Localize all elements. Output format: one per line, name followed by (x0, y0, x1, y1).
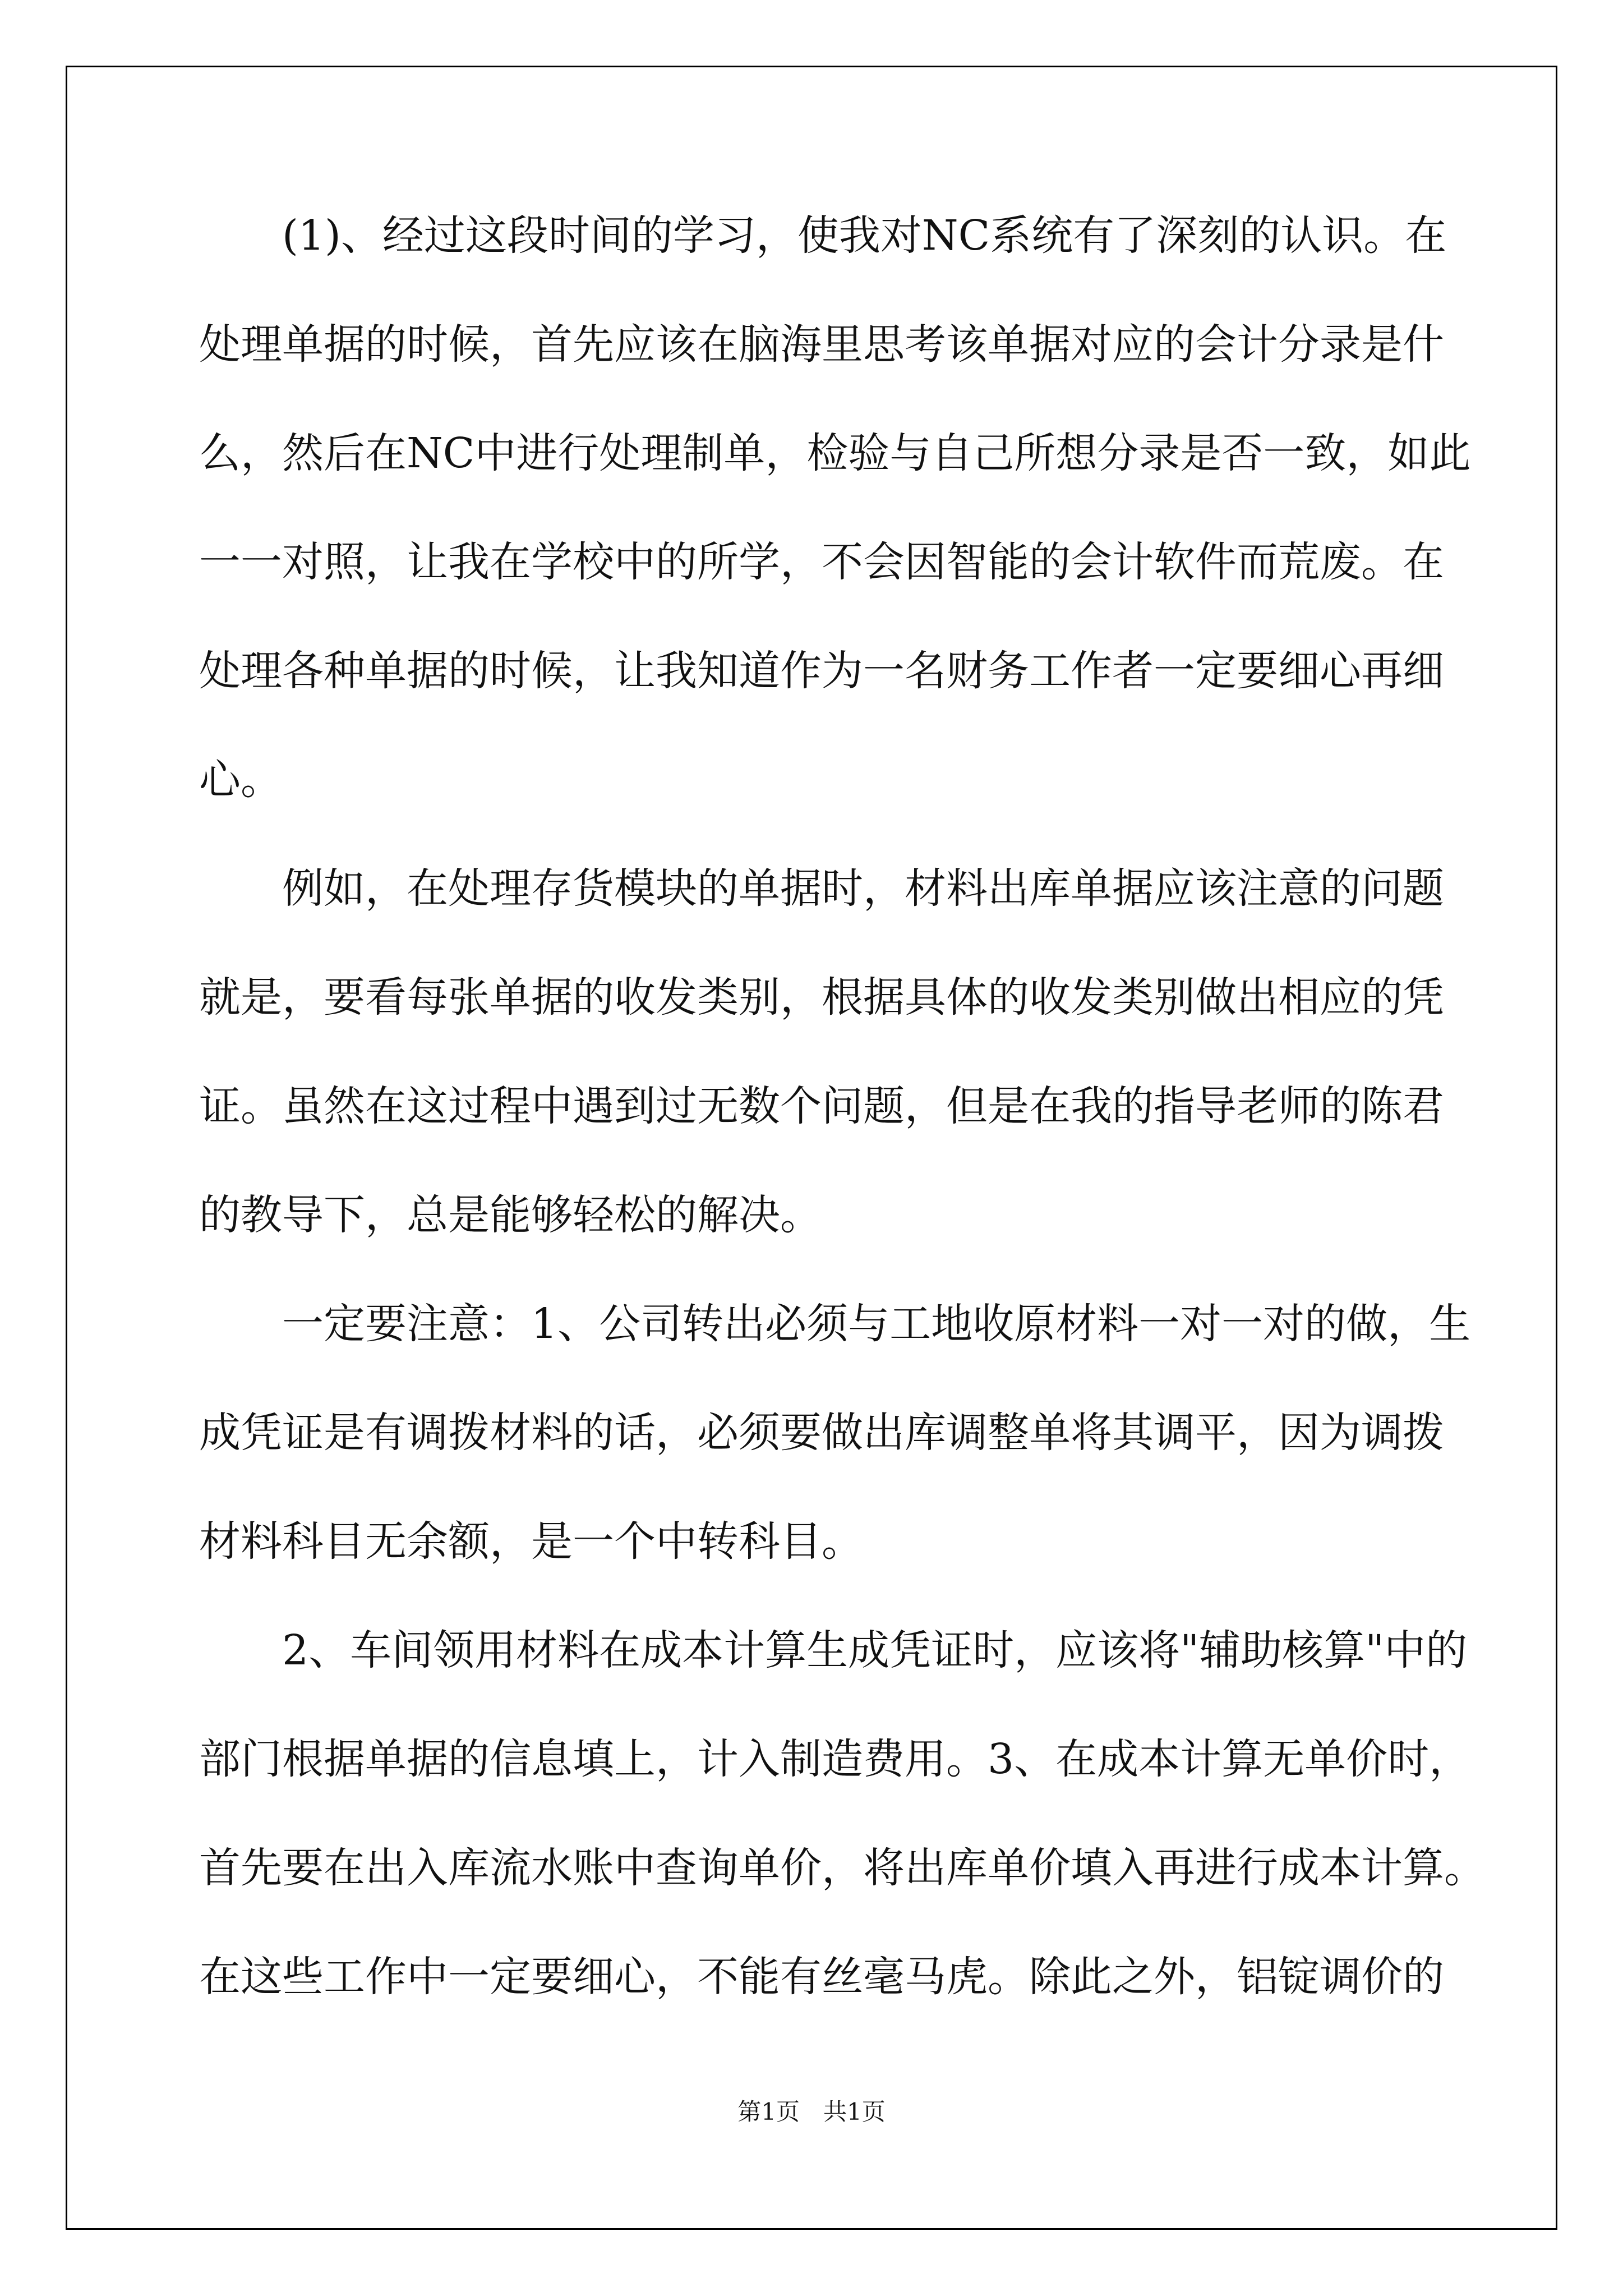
text-line: 处理各种单据的时候，让我知道作为一名财务工作者一定要细心再细 (199, 647, 1444, 695)
text-line: (1)、经过这段时间的学习，使我对NC系统有了深刻的认识。在 (199, 211, 1447, 260)
text-line: 一一对照，让我在学校中的所学，不会因智能的会计软件而荒废。在 (199, 538, 1444, 586)
text-line: 证。虽然在这过程中遇到过无数个问题，但是在我的指导老师的陈君 (199, 1082, 1444, 1130)
text-line: 例如，在处理存货模块的单据时，材料出库单据应该注意的问题 (199, 864, 1444, 913)
text-line: 部门根据单据的信息填上，计入制造费用。3、在成本计算无单价时， (199, 1735, 1471, 1783)
text-line: 材料科目无余额，是一个中转科目。 (199, 1517, 863, 1566)
text-line: 2、车间领用材料在成本计算生成凭证时，应该将"辅助核算"中的 (199, 1626, 1468, 1674)
text-line: 心。 (199, 756, 282, 804)
page-number-footer: 第1页 共1页 (737, 2098, 886, 2125)
text-line: 的教导下，总是能够轻松的解决。 (199, 1191, 822, 1239)
text-line: 成凭证是有调拨材料的话，必须要做出库调整单将其调平，因为调拨 (199, 1409, 1444, 1457)
text-line: 就是，要看每张单据的收发类别，根据具体的收发类别做出相应的凭 (199, 973, 1444, 1022)
text-line: 么，然后在NC中进行处理制单，检验与自己所想分录是否一致，如此 (199, 429, 1471, 477)
page-border (66, 66, 1557, 2230)
text-line: 处理单据的时候，首先应该在脑海里思考该单据对应的会计分录是什 (199, 320, 1444, 369)
text-line: 首先要在出入库流水账中查询单价，将出库单价填入再进行成本计算。 (199, 1844, 1486, 1892)
text-line: 在这些工作中一定要细心，不能有丝毫马虎。除此之外，铝锭调价的 (199, 1953, 1444, 2001)
text-line: 一定要注意：1、公司转出必须与工地收原材料一对一对的做，生 (199, 1300, 1471, 1348)
